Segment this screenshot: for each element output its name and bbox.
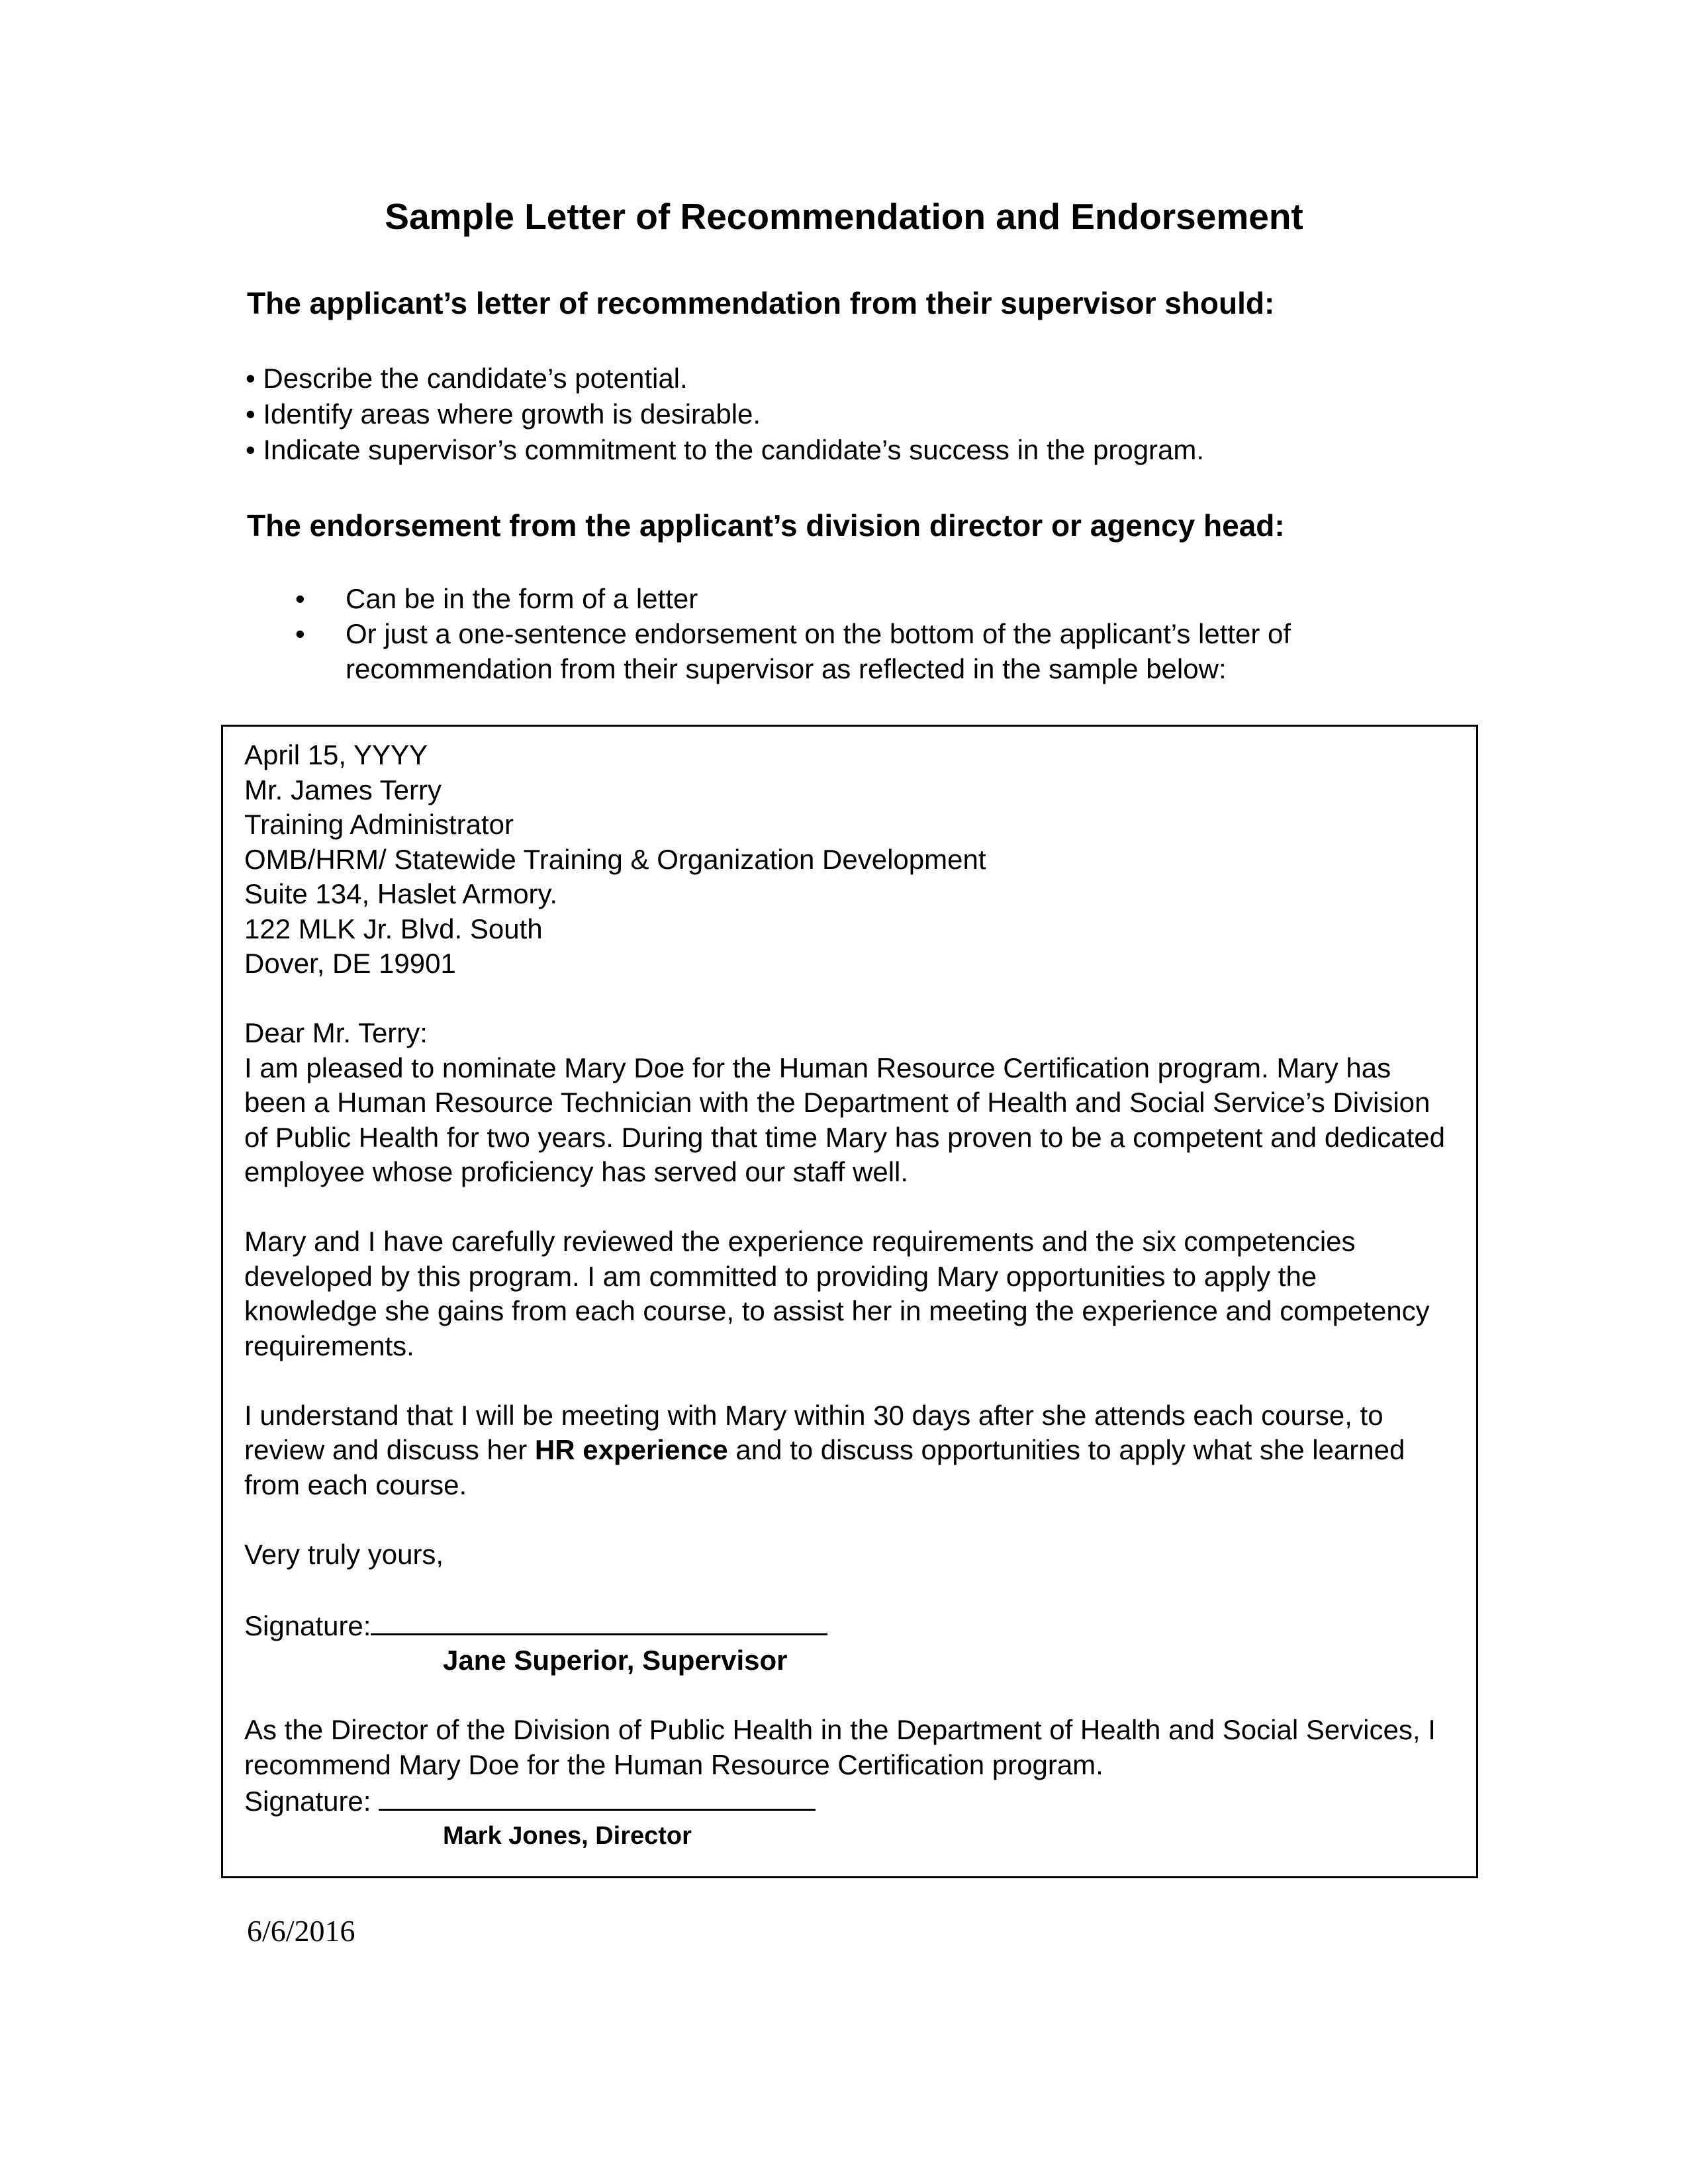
list-item-text: Or just a one-sentence endorsement on the bottom of the applicant’s letter of recommendation from their supervisor as reflected in the sample below: xyxy=(346,618,1291,684)
director-signature-block xyxy=(244,1782,1456,1852)
address-line: Mr. James Terry xyxy=(244,774,442,805)
sample-letter-box xyxy=(221,725,1478,1878)
letter-closing: Very truly yours, xyxy=(244,1538,444,1570)
supervisor-signature-block xyxy=(244,1607,1456,1678)
list-item: • Describe the candidate’s potential. xyxy=(246,363,688,394)
supervisor-name: Jane Superior, Supervisor xyxy=(443,1645,788,1676)
paragraph-text: and to discuss opportunities to apply what she learned from each course. xyxy=(244,1434,1405,1500)
list-item xyxy=(295,581,1434,616)
endorsement-options xyxy=(295,581,1434,686)
director-name: Mark Jones, Director xyxy=(443,1821,692,1850)
bullet-icon: • xyxy=(295,618,305,649)
letter-paragraph-1: I am pleased to nominate Mary Doe for the Human Resource Certification program. Mary has been a Human Resource Technician with the Department of Health and Social Service’s Division of Public Health for two years. During that time Mary has proven to be a competent and dedicated employee whose proficiency has served our staff well. xyxy=(244,1052,1445,1187)
salutation: Dear Mr. Terry: xyxy=(244,1017,428,1048)
list-item-text: Can be in the form of a letter xyxy=(346,583,698,614)
list-item xyxy=(295,616,1434,686)
address-line: Suite 134, Haslet Armory. xyxy=(244,878,558,909)
endorsement-statement: As the Director of the Division of Public Health in the Department of Health and Social Services, I recommend Mary Doe for the Human Resource Certification program. xyxy=(244,1714,1436,1780)
signature-label: Signature: xyxy=(244,1786,371,1817)
page-title: Sample Letter of Recommendation and Endorsement xyxy=(385,196,1303,237)
letter-paragraph-2: Mary and I have carefully reviewed the experience requirements and the six competencies developed by this program. I am committed to providing Mary opportunities to apply the knowledge she gains from each course, to assist her in meeting the experience and competency requirements. xyxy=(244,1226,1430,1361)
letter-date: April 15, YYYY xyxy=(244,739,428,770)
recipient-address xyxy=(244,773,1456,981)
signature-label: Signature: xyxy=(244,1610,371,1641)
letter-paragraph-3 xyxy=(244,1398,1456,1503)
sample-letter xyxy=(244,738,1456,1852)
list-item: • Identify areas where growth is desirable. xyxy=(246,398,761,430)
signature-line xyxy=(379,1782,816,1811)
bullet-icon: • xyxy=(295,583,305,614)
endorsement-heading: The endorsement from the applicant’s division director or agency head: xyxy=(247,508,1285,543)
signature-line xyxy=(371,1607,827,1635)
supervisor-letter-heading: The applicant’s letter of recommendation from their supervisor should: xyxy=(247,286,1275,320)
address-line: 122 MLK Jr. Blvd. South xyxy=(244,913,543,944)
bold-phrase: HR experience xyxy=(534,1434,728,1465)
list-item: • Indicate supervisor’s commitment to the candidate’s success in the program. xyxy=(246,434,1205,465)
footer-date: 6/6/2016 xyxy=(247,1914,355,1948)
address-line: Training Administrator xyxy=(244,809,514,840)
address-line: Dover, DE 19901 xyxy=(244,948,456,979)
paragraph-text: I understand that I will be meeting with Mary within 30 days after she attends each course, to review and discuss her xyxy=(244,1399,1383,1465)
supervisor-letter-requirements xyxy=(246,361,1204,468)
address-line: OMB/HRM/ Statewide Training & Organization Development xyxy=(244,843,986,875)
